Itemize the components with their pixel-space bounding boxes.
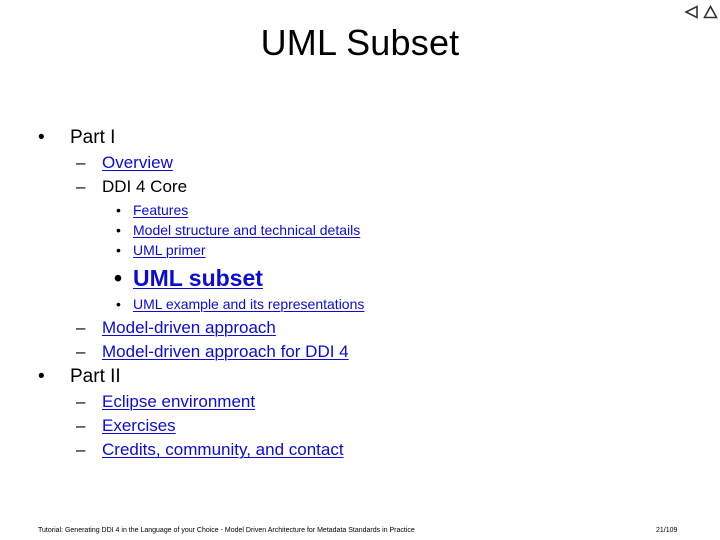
bullet-marker: • <box>114 265 123 291</box>
link-model-driven-approach[interactable]: Model-driven approach <box>102 318 276 337</box>
bullet-marker: • <box>38 127 45 148</box>
link-uml-primer[interactable]: UML primer <box>133 242 206 258</box>
link-uml-subset-current[interactable]: UML subset <box>133 265 263 291</box>
footer-text: Tutorial: Generating DDI 4 in the Language of your Choice - Model Driven Architecture for Metadata Standards in Practice <box>38 527 415 534</box>
link-eclipse-environment[interactable]: Eclipse environment <box>102 392 256 411</box>
link-credits[interactable]: Credits, community, and contact <box>102 440 344 459</box>
dash-marker: – <box>76 342 86 361</box>
dash-marker: – <box>76 318 86 337</box>
dash-marker: – <box>76 177 86 196</box>
link-model-driven-ddi4[interactable]: Model-driven approach for DDI 4 <box>102 342 349 361</box>
link-features[interactable]: Features <box>133 202 189 218</box>
dash-marker: – <box>76 153 86 172</box>
link-exercises[interactable]: Exercises <box>102 416 176 435</box>
bullet-marker: • <box>38 366 45 387</box>
slide-title: UML Subset <box>260 22 460 63</box>
link-overview[interactable]: Overview <box>102 153 173 172</box>
dash-marker: – <box>76 416 86 435</box>
bullet-marker: • <box>116 296 121 312</box>
part2-label: Part II <box>70 366 121 387</box>
dash-marker: – <box>76 440 86 459</box>
dash-marker: – <box>76 392 86 411</box>
link-uml-example[interactable]: UML example and its representations <box>133 296 365 312</box>
ddi4-core-label: DDI 4 Core <box>102 177 188 196</box>
bullet-marker: • <box>116 222 121 238</box>
part1-label: Part I <box>70 127 116 148</box>
page-number: 21/109 <box>656 527 678 534</box>
bullet-marker: • <box>116 202 121 218</box>
bullet-marker: • <box>116 242 121 258</box>
link-model-structure[interactable]: Model structure and technical details <box>133 222 361 238</box>
